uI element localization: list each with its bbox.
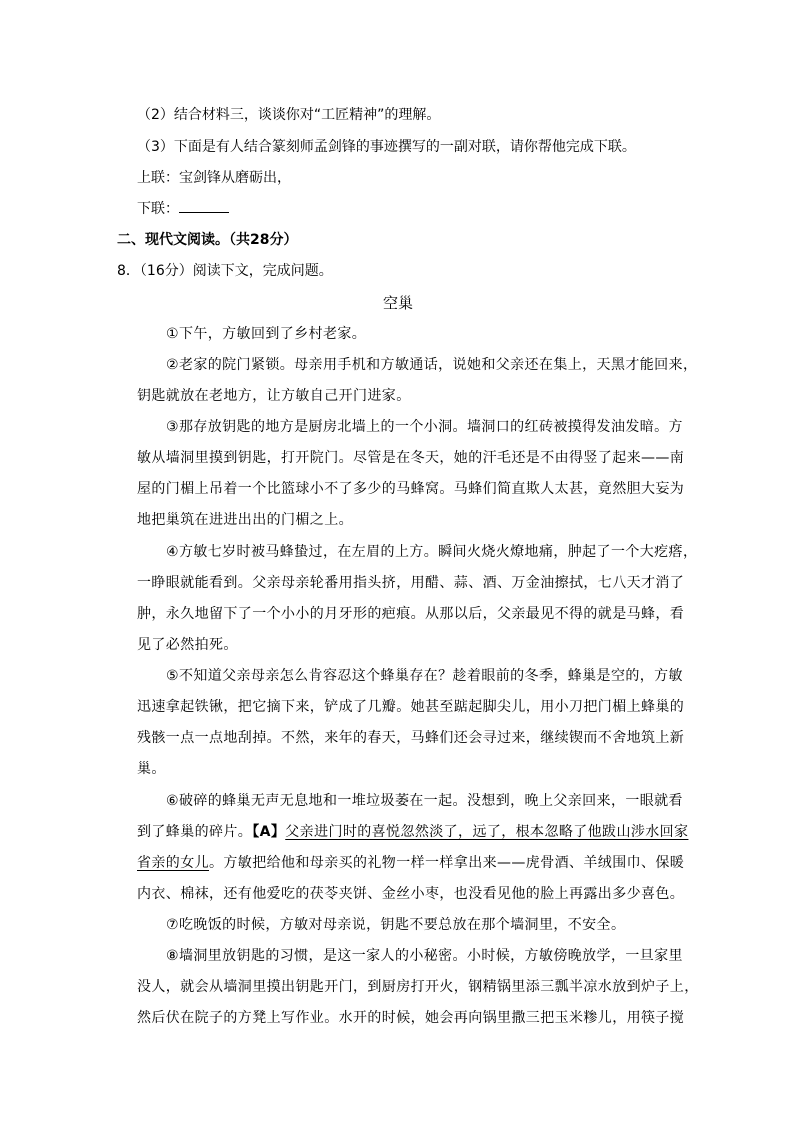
question-2: （2）结合材料三，谈谈你对“工匠精神”的理解。 — [137, 107, 441, 123]
text-line: ③那存放钥匙的地方是厨房北墙上的一个小洞。墙洞口的红砖被摸得发油发暗。方 — [166, 419, 683, 435]
text-line: 屋的门楣上吊着一个比篮球小不了多少的马蜂窝。马蜂们简直欺人太甚，竟然胆大妄为 — [137, 481, 685, 497]
underlined-sentence: 父亲进门时的喜悦忽然淡了，远了，根本忽略了他跋山涉水回家 — [285, 824, 689, 840]
section-heading: 二、现代文阅读。（共28分） — [117, 232, 298, 248]
couplet-lower — [137, 198, 229, 218]
answer-blank[interactable] — [179, 200, 229, 213]
text-segment: 到了蜂巢的碎片。 — [137, 824, 253, 840]
underlined-sentence-end: 省亲的女儿 — [137, 855, 209, 871]
text-line: ④方敏七岁时被马蜂蛰过，在左眉的上方。瞬间火烧火燎地痛，肿起了一个大疙瘩， — [166, 544, 698, 560]
text-line: 残骸一点一点地刮掉。不然，来年的春天，马蜂们还会寻过来，继续锲而不舍地筑上新 — [137, 730, 685, 746]
text-line: ⑤不知道父亲母亲怎么肯容忍这个蜂巢存在？趁着眼前的冬季，蜂巢是空的，方敏 — [166, 668, 683, 684]
text-line: ⑦吃晚饭的时候，方敏对母亲说，钥匙不要总放在那个墙洞里，不安全。 — [166, 917, 626, 933]
text-line: 然后伏在院子的方凳上写作业。水开的时候，她会再向锅里撒三把玉米糁儿，用筷子搅 — [137, 1010, 685, 1026]
question-8: 8．（16分）阅读下文，完成问题。 — [117, 263, 333, 279]
couplet-lower-label: 下联： — [137, 201, 179, 217]
text-line-a — [137, 821, 688, 841]
text-line: 迅速拿起铁锹，把它摘下来，铲成了几瓣。她甚至踮起脚尖儿，用小刀把门楣上蜂巢的 — [137, 699, 685, 715]
text-line: ①下午，方敏回到了乡村老家。 — [166, 326, 367, 342]
text-line: 见了必然拍死。 — [137, 637, 238, 653]
text-line: ②老家的院门紧锁。母亲用手机和方敏通话，说她和父亲还在集上，天黑才能回来， — [166, 357, 698, 373]
text-line: ⑥破碎的蜂巢无声无息地和一堆垃圾萎在一起。没想到，晚上父亲回来，一眼就看 — [166, 793, 683, 809]
text-line-b — [137, 852, 684, 872]
text-segment: 。方敏把给他和母亲买的礼物一样一样拿出来——虎骨酒、羊绒围巾、保暖 — [209, 855, 685, 871]
article-title: 空巢 — [383, 294, 414, 312]
text-line: 没人，就会从墙洞里摸出钥匙开门，到厨房打开火，钢精锅里添三瓢半凉水放到炉子上， — [137, 979, 699, 995]
text-line: 地把巢筑在进进出出的门楣之上。 — [137, 512, 353, 528]
text-line: 敏从墙洞里摸到钥匙，打开院门。尽管是在冬天，她的汗毛还是不由得竖了起来——南 — [137, 450, 685, 466]
text-line: 肿，永久地留下了一个小小的月牙形的疤痕。从那以后，父亲最见不得的就是马蜂，看 — [137, 606, 685, 622]
text-line: 钥匙就放在老地方，让方敏自己开门进家。 — [137, 388, 411, 404]
text-line: 一睁眼就能看到。父亲母亲轮番用指头挤，用醋、蒜、酒、万金油擦拭，七八天才消了 — [137, 575, 685, 591]
couplet-upper: 上联：宝剑锋从磨砺出， — [137, 170, 291, 186]
question-3: （3）下面是有人结合篆刻师孟剑锋的事迹撰写的一副对联，请你帮他完成下联。 — [137, 139, 636, 155]
text-line: 巢。 — [137, 761, 166, 777]
text-line: ⑧墙洞里放钥匙的习惯，是这一家人的小秘密。小时候，方敏傍晚放学，一旦家里 — [166, 948, 683, 964]
text-line: 内衣、棉袜，还有他爱吃的茯苓夹饼、金丝小枣，也没看见他的脸上再露出多少喜色。 — [137, 886, 685, 902]
marker-a: 【A】 — [252, 824, 286, 840]
